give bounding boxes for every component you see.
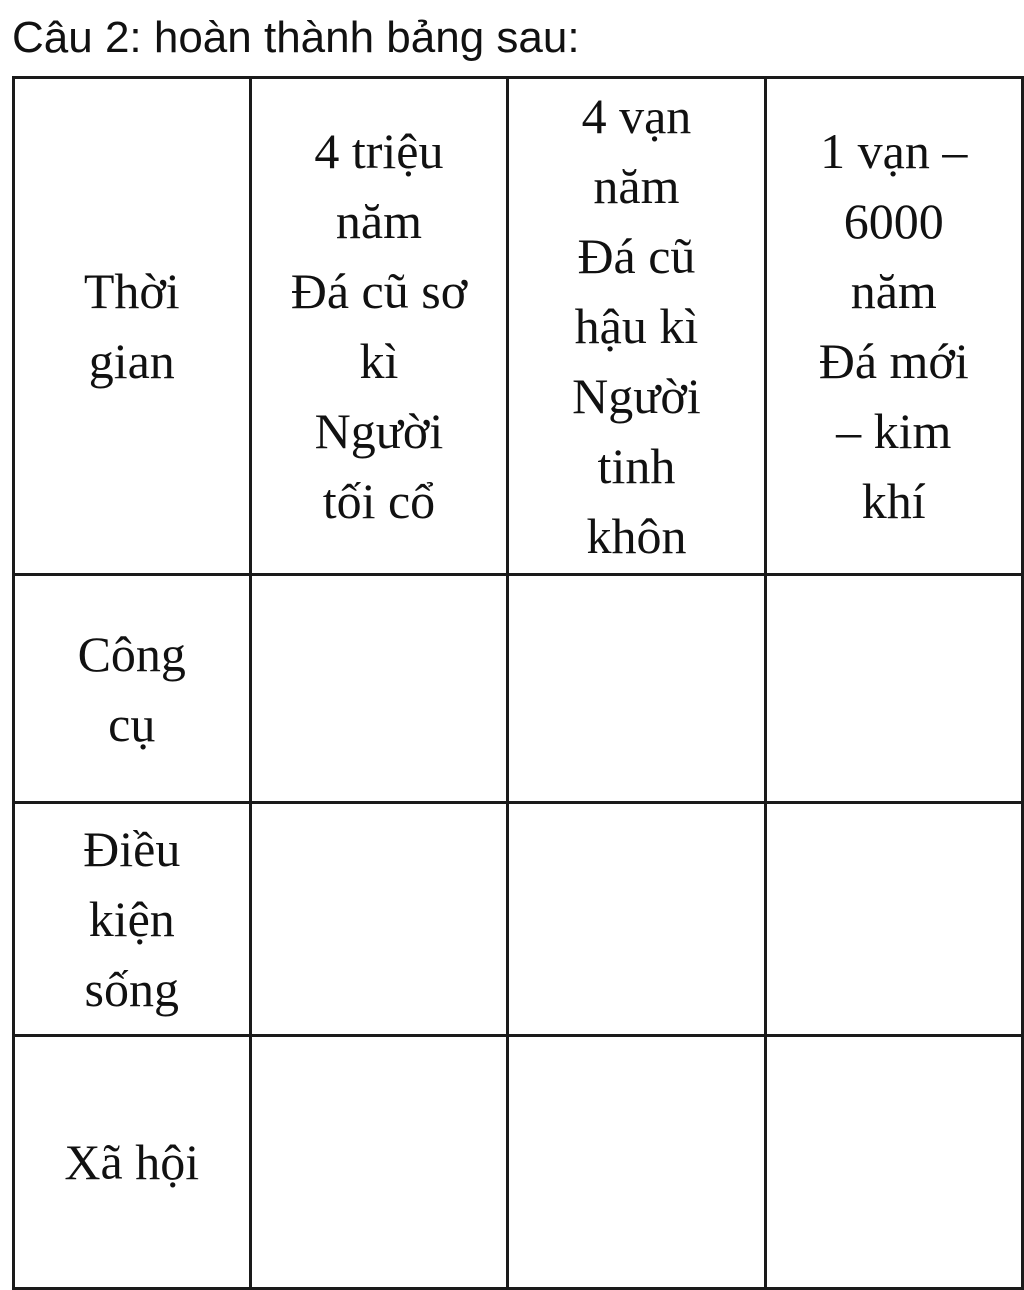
answer-cell[interactable] — [765, 1036, 1022, 1289]
header-line: Người — [314, 403, 444, 459]
header-row — [14, 78, 1023, 575]
header-line: Đá cũ — [577, 228, 696, 284]
answer-cell[interactable] — [250, 1036, 508, 1289]
header-line: tinh — [597, 438, 676, 494]
header-cell-period-2 — [508, 78, 765, 575]
header-line: năm — [335, 193, 422, 249]
row-label-line: Công — [77, 625, 186, 682]
header-line: 1 vạn – — [820, 123, 968, 179]
answer-cell[interactable] — [765, 575, 1022, 803]
header-line: 4 triệu — [314, 123, 444, 179]
row-label-line: Xã hội — [64, 1134, 200, 1190]
header-line: Đá mới — [818, 333, 969, 389]
header-line: gian — [88, 333, 175, 389]
header-line: Thời — [83, 263, 180, 319]
header-line: Người — [572, 368, 701, 424]
question-title: Câu 2: hoàn thành bảng sau: — [12, 13, 580, 62]
header-line: – kim — [836, 403, 952, 459]
row-label-line: sống — [84, 961, 179, 1017]
answer-cell[interactable] — [508, 1036, 765, 1289]
table-row-living-conditions — [14, 803, 1023, 1036]
header-line: tối cổ — [322, 473, 436, 529]
row-label-line: kiện — [88, 891, 175, 947]
table-row-tools — [14, 575, 1023, 803]
header-line: 6000 — [843, 193, 944, 249]
row-label-line: cụ — [108, 695, 156, 752]
header-line: Đá cũ sơ — [290, 263, 468, 319]
answer-cell[interactable] — [508, 575, 765, 803]
fill-in-table — [12, 76, 1024, 1290]
header-line: năm — [593, 158, 680, 214]
header-line: khôn — [586, 508, 687, 564]
header-line: năm — [850, 263, 937, 319]
row-label-society — [14, 1036, 251, 1289]
answer-cell[interactable] — [765, 803, 1022, 1036]
row-label-living-conditions — [14, 803, 251, 1036]
answer-cell[interactable] — [250, 803, 508, 1036]
header-cell-period-3 — [765, 78, 1022, 575]
header-line: 4 vạn — [581, 88, 692, 144]
header-line: hậu kì — [574, 298, 699, 354]
header-line: kì — [359, 333, 399, 389]
header-cell-period-1 — [250, 78, 508, 575]
header-cell-time — [14, 78, 251, 575]
row-label-line: Điều — [83, 821, 181, 877]
answer-cell[interactable] — [508, 803, 765, 1036]
row-label-tools — [14, 575, 251, 803]
table-row-society — [14, 1036, 1023, 1289]
answer-cell[interactable] — [250, 575, 508, 803]
header-line: khí — [861, 473, 926, 529]
